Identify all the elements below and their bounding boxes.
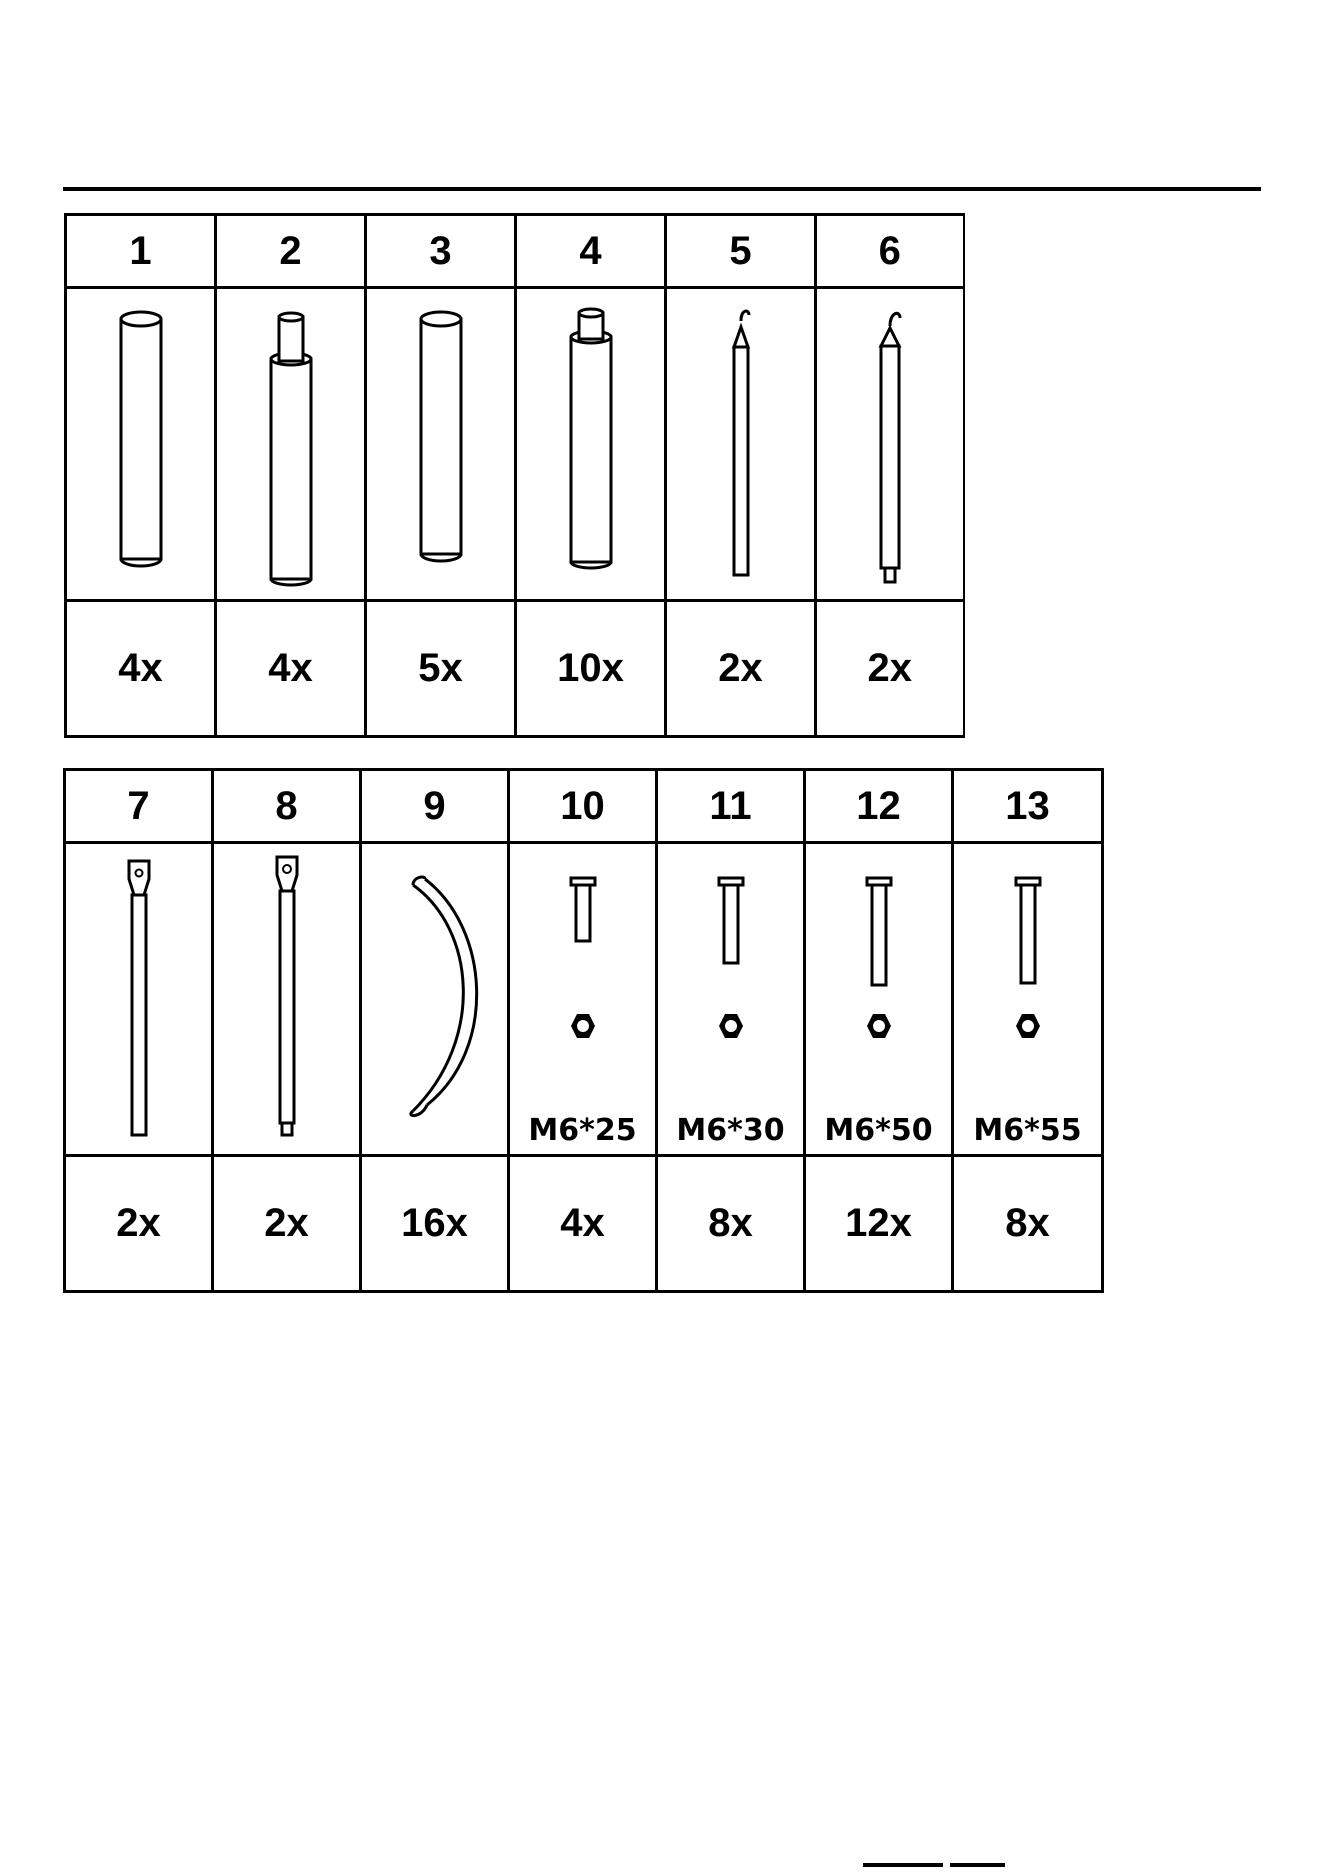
plain-tube-icon bbox=[411, 299, 471, 589]
quantity-row bbox=[65, 1156, 1103, 1292]
part-image-row bbox=[66, 288, 964, 601]
part-quantity: 2x bbox=[666, 601, 816, 737]
bolt-and-nut-icon bbox=[993, 864, 1063, 1064]
part-image-cell bbox=[66, 288, 216, 601]
part-number: 10 bbox=[509, 770, 657, 843]
parts-table-2 bbox=[63, 768, 1104, 1293]
part-image-cell bbox=[366, 288, 516, 601]
part-number: 13 bbox=[953, 770, 1103, 843]
quantity-row bbox=[66, 601, 964, 737]
hook-rod-with-pin-icon bbox=[870, 294, 910, 594]
part-quantity: 16x bbox=[361, 1156, 509, 1292]
part-image-cell bbox=[816, 288, 964, 601]
part-number: 7 bbox=[65, 770, 213, 843]
part-quantity: 2x bbox=[816, 601, 964, 737]
part-image-cell bbox=[509, 843, 657, 1156]
part-image-cell bbox=[216, 288, 366, 601]
part-quantity: 4x bbox=[509, 1156, 657, 1292]
plain-tube-icon bbox=[111, 299, 171, 589]
flat-bar-with-pin-icon bbox=[262, 849, 312, 1149]
part-image-cell bbox=[65, 843, 213, 1156]
tube-with-insert-icon bbox=[561, 299, 621, 589]
bolt-and-nut-icon bbox=[696, 864, 766, 1064]
part-number: 12 bbox=[805, 770, 953, 843]
part-number: 9 bbox=[361, 770, 509, 843]
footer-mark bbox=[950, 1863, 1005, 1867]
part-image-cell bbox=[805, 843, 953, 1156]
part-quantity: 2x bbox=[65, 1156, 213, 1292]
part-quantity: 12x bbox=[805, 1156, 953, 1292]
part-image-cell bbox=[213, 843, 361, 1156]
part-number-row bbox=[65, 770, 1103, 843]
hook-rod-icon bbox=[721, 299, 761, 589]
part-quantity: 4x bbox=[66, 601, 216, 737]
part-number-row bbox=[66, 215, 964, 288]
part-number: 11 bbox=[657, 770, 805, 843]
bolt-spec: M6*55 bbox=[973, 1113, 1082, 1148]
part-number: 6 bbox=[816, 215, 964, 288]
part-quantity: 4x bbox=[216, 601, 366, 737]
part-number: 1 bbox=[66, 215, 216, 288]
bolt-spec: M6*25 bbox=[528, 1113, 637, 1148]
footer-mark bbox=[863, 1863, 943, 1867]
part-quantity: 10x bbox=[516, 601, 666, 737]
header-rule bbox=[63, 187, 1261, 191]
flat-bar-icon bbox=[114, 849, 164, 1149]
bolt-and-nut-icon bbox=[844, 864, 914, 1064]
curved-strap-icon bbox=[375, 849, 495, 1149]
part-quantity: 8x bbox=[953, 1156, 1103, 1292]
part-number: 8 bbox=[213, 770, 361, 843]
tube-with-insert-icon bbox=[261, 299, 321, 589]
part-number: 2 bbox=[216, 215, 366, 288]
part-image-row bbox=[65, 843, 1103, 1156]
part-image-cell bbox=[516, 288, 666, 601]
part-number: 4 bbox=[516, 215, 666, 288]
bolt-spec: M6*30 bbox=[676, 1113, 785, 1148]
part-image-cell bbox=[953, 843, 1103, 1156]
part-image-cell bbox=[657, 843, 805, 1156]
part-image-cell bbox=[666, 288, 816, 601]
part-quantity: 2x bbox=[213, 1156, 361, 1292]
bolt-and-nut-icon bbox=[548, 864, 618, 1064]
parts-table-1 bbox=[64, 213, 965, 738]
part-quantity: 5x bbox=[366, 601, 516, 737]
part-image-cell bbox=[361, 843, 509, 1156]
part-number: 5 bbox=[666, 215, 816, 288]
part-quantity: 8x bbox=[657, 1156, 805, 1292]
bolt-spec: M6*50 bbox=[824, 1113, 933, 1148]
part-number: 3 bbox=[366, 215, 516, 288]
